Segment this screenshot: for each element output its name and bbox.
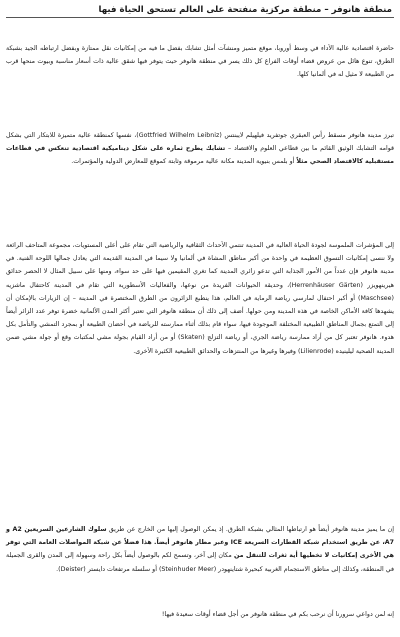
paragraph-quality-of-life [6,239,394,358]
paragraph-intro: حاضرة اقتصادية عالية الأداء في وسط أوروبا، موقع متميز ومنشآت أمثل تشابك بفضل ما فيه من إمكانيات نقل ممتازة وبفضل ارتباطه الجيد بشبكة الطرق، تنوع هائل من عروض قضاء أوقات الفراغ كل ذلك يسر في منطقة هانوفر حيث يتوفر فيها شقق عالية ذات أسعار مناسبة وبيوت منحها قرب من الطبيعة لا مثيل له في ألمانيا كلها. [6,45,394,79]
paragraph-innovation [6,129,394,169]
paragraph-innovation-bold: تشابك يطرح ثماره على شكل ديناميكية اقتصادية تنعكس في قطاعات مستقبلية كالاقتصاد الصحي مثلاً [6,145,394,166]
paragraph-transport [6,523,394,576]
paragraph-quality-of-life-text: إلى المؤشرات الملموسة لجودة الحياة العالية في المدينة تنتمي الأحداث الثقافية والرياضية التي تقام على أعلى المستويات، مجموعة المتاحف الرائعة ولا ننسى إمكانيات التسوق العظيمة في واحدة من أكبر مناطق المشاة في ألمانيا ولا سيما في المدينة القديمة التي يعادل جمالها اللوحة الفنية. في مدينة هانوفر فإن عدداً من الأمور الجذابة التي تدعو زائري المدينة كما تغري المقيمين فيها على حد سواء، ومنها على سبيل المثال لا الحصر حدائق هيرينهويزر (Herrenhäuser Gärten)، وحديقة الحيوانات الفريدة من نوعها، والفعاليات الأسطورية التي تقام في المدينة كاحتفال ماشزيه (Maschsee) [6,242,395,302]
paragraph-quality-of-life-text-2: أو أكبر احتفال لمارسي رياضة الرماية في العالم، هذا ينطبع الزائرون من الطرق المختصرة في المدينة – إن الزيارات بالإمكان أن يشهدها كافة الأماكن الخاصة في هذه المدينة ومن حولها. أضف إلى ذلك أن منطقة هانوفر التي تعتبر أكثر المدن الألمانية خضرة توفر عدد الزائر أيضاً إلى التمتع بجمال المناطق الطبيعية المختلفة الموجودة فيها، سواء قام بذلك أثناء ممارسته للرياضة في أحضان الطبيعة أو بمجرد التمشي والتأمل بكل هدوء. هانوفر تعتبر كل من أراد ممارسة رياضة الجري، أو رياضة التزلج (Skaten) أو من أراد القيام بجولة مشي لمكتبات وقع أو جولة مشي ضمن المدينة الصحية ليلينيده (Lilienrode) وفيرها وغيرها من المنتزهات والحدائق الطبيعية الكثيرة الأخرى. [6,294,394,355]
paragraph-innovation-tail: أو بلمس بنيوية المدينة مكانة عالية مرموقة وثابتة كموقع للمعارض الدولية والمؤتمرات. [71,158,295,166]
document-page [6,4,395,618]
paragraph-transport-text: إن ما يميز مدينة هانوفر أيضاً هو ارتباطها المثالي بشبكة الطرق. إذ يمكن الوصول إليها من الخارج عن طريق [108,526,394,533]
paragraph-transport-tail: مكان إلى آخر، وتسمح لكم بالوصول أيضاً بكل راحة وسهولة إلى المدن والقرى الجميلة في المنطقة، وكذلك إلى مناطق الاستجمام الغربية كبحيرة شتاينهودر (Steinhuder Meer) أو سلسلة مرتفعات دايستر (Deister). [6,552,394,573]
paragraph-welcome: إنه لمن دواعي سرورنا أن نرحب بكم في منطقة هانوفر من أجل قضاء أوقات سعيدة فيها! [161,611,394,618]
paragraph-transport-bold: سلوك الشارعين السريعين A2 و A7، عن طريق استخدام شبكة القطارات السريعة ICE وعبر مطار هانوفر أيضاً. هذا فضلاً عن شبكة المواصلات العامة التي توفر هي الأخرى إمكانيات لا تخطيها أية ثغرات للتنقل من [6,526,394,560]
article-title: منطقة هانوفر – منطقة مركزية منفتحة على العالم تستحق الحياة فيها [98,5,392,15]
title-underline [6,17,394,18]
paragraph-innovation-text: تبرز مدينة هانوفر مسقط رأس العبقري جوتفريد فيلهيلم لايبنتس (Gottfried Wilhelm Leibniz)، نفسها كمنطقة عالية متميزة للابتكار التي بشكل قوامه التشابك الوثيق القائم ما بين قطاعي العلوم والاقتصاد – [6,132,394,153]
